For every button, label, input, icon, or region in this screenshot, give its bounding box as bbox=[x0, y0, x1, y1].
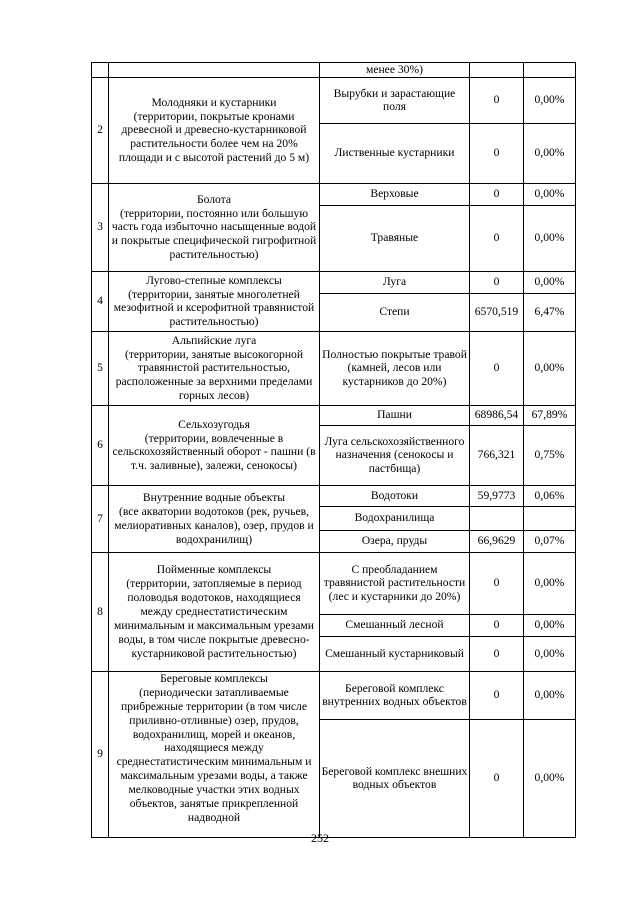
category-cell: Пойменные комплексы (территории, затопляемые в период половодья водотоков, находящиеся между среднестатистическим минимальным и максимальным урезами воды, в том числе покрытые древесно-кустарниковой растительностью) bbox=[109, 552, 320, 671]
table-row bbox=[92, 552, 576, 614]
subcategory-cell: Травяные bbox=[320, 205, 470, 271]
percent-cell: 0,00% bbox=[524, 614, 576, 636]
area-cell: 0 bbox=[470, 719, 524, 837]
category-cell: Лугово-степные комплексы (территории, занятые многолетней мезофитной и ксерофитной травянистой растительностью) bbox=[109, 271, 320, 331]
percent-cell bbox=[524, 506, 576, 530]
table-row bbox=[92, 77, 576, 123]
percent-cell: 0,00% bbox=[524, 271, 576, 293]
subcategory-cell: Пашни bbox=[320, 405, 470, 425]
percent-cell bbox=[524, 63, 576, 78]
table-row bbox=[92, 485, 576, 506]
number-cell: 7 bbox=[92, 485, 109, 552]
subcategory-cell: С преобладанием травянистой растительности (лес и кустарники до 20%) bbox=[320, 552, 470, 614]
area-cell: 0 bbox=[470, 271, 524, 293]
area-cell: 0 bbox=[470, 123, 524, 183]
table-row bbox=[92, 671, 576, 719]
percent-cell: 0,00% bbox=[524, 671, 576, 719]
table-row bbox=[92, 183, 576, 205]
number-cell bbox=[92, 63, 109, 78]
percent-cell: 0,00% bbox=[524, 123, 576, 183]
subcategory-cell: Смешанный лесной bbox=[320, 614, 470, 636]
number-cell: 8 bbox=[92, 552, 109, 671]
percent-cell: 0,00% bbox=[524, 77, 576, 123]
table-body bbox=[92, 63, 576, 838]
subcategory-cell: Береговой комплекс внутренних водных объектов bbox=[320, 671, 470, 719]
percent-cell: 0,00% bbox=[524, 205, 576, 271]
subcategory-cell: Верховые bbox=[320, 183, 470, 205]
area-cell: 0 bbox=[470, 205, 524, 271]
table-row bbox=[92, 63, 576, 78]
area-cell: 0 bbox=[470, 331, 524, 405]
subcategory-cell: Степи bbox=[320, 293, 470, 331]
area-cell: 0 bbox=[470, 77, 524, 123]
percent-cell: 0,00% bbox=[524, 719, 576, 837]
category-cell: Альпийские луга (территории, занятые высокогорной травянистой растительностью, расположенные за верхними пределами горных лесов) bbox=[109, 331, 320, 405]
subcategory-cell: Водотоки bbox=[320, 485, 470, 506]
table-row bbox=[92, 405, 576, 425]
number-cell: 6 bbox=[92, 405, 109, 485]
category-cell: Внутренние водные объекты (все акватории водотоков (рек, ручьев, мелиоративных каналов), озер, прудов и водохранилищ) bbox=[109, 485, 320, 552]
area-cell: 0 bbox=[470, 614, 524, 636]
land-cover-table bbox=[91, 62, 576, 838]
percent-cell: 0,75% bbox=[524, 425, 576, 485]
category-cell: Сельхозугодья (территории, вовлеченные в сельскохозяйственный оборот - пашни (в т.ч. заливные), залежи, сенокосы) bbox=[109, 405, 320, 485]
area-cell: 6570,519 bbox=[470, 293, 524, 331]
table-row bbox=[92, 331, 576, 405]
number-cell: 2 bbox=[92, 77, 109, 183]
subcategory-cell: Береговой комплекс внешних водных объектов bbox=[320, 719, 470, 837]
category-cell: Болота (территории, постоянно или большую часть года избыточно насыщенные водой и покрытые специфической гигрофитной растительностью) bbox=[109, 183, 320, 271]
subcategory-cell: Полностью покрытые травой (камней, лесов или кустарников до 20%) bbox=[320, 331, 470, 405]
subcategory-cell: Озера, пруды bbox=[320, 530, 470, 552]
subcategory-cell: Смешанный кустарниковый bbox=[320, 636, 470, 671]
percent-cell: 0,00% bbox=[524, 331, 576, 405]
number-cell: 4 bbox=[92, 271, 109, 331]
percent-cell: 67,89% bbox=[524, 405, 576, 425]
subcategory-cell: Луга сельскохозяйственного назначения (сенокосы и пастбища) bbox=[320, 425, 470, 485]
area-cell: 0 bbox=[470, 552, 524, 614]
category-cell bbox=[109, 63, 320, 78]
number-cell: 3 bbox=[92, 183, 109, 271]
area-cell: 0 bbox=[470, 183, 524, 205]
area-cell: 0 bbox=[470, 636, 524, 671]
subcategory-cell: Водохранилища bbox=[320, 506, 470, 530]
subcategory-cell: Луга bbox=[320, 271, 470, 293]
area-cell: 66,9629 bbox=[470, 530, 524, 552]
area-cell: 59,9773 bbox=[470, 485, 524, 506]
area-cell: 0 bbox=[470, 671, 524, 719]
percent-cell: 6,47% bbox=[524, 293, 576, 331]
subcategory-cell: Вырубки и зарастающие поля bbox=[320, 77, 470, 123]
page-number: 252 bbox=[311, 831, 329, 845]
percent-cell: 0,00% bbox=[524, 183, 576, 205]
area-cell: 766,321 bbox=[470, 425, 524, 485]
number-cell: 9 bbox=[92, 671, 109, 837]
table-row bbox=[92, 271, 576, 293]
category-cell: Молодняки и кустарники (территории, покрытые кронами древесной и древесно-кустарниковой растительности более чем на 20% площади и с высотой растений до 5 м) bbox=[109, 77, 320, 183]
area-cell bbox=[470, 506, 524, 530]
percent-cell: 0,00% bbox=[524, 552, 576, 614]
percent-cell: 0,06% bbox=[524, 485, 576, 506]
category-cell: Береговые комплексы (периодически затапливаемые прибрежные территории (в том числе приливно-отливные) озер, прудов, водохранилищ, морей и океанов, находящиеся между среднестатистическим минимальным и максимальным урезами воды, а также мелководные участки этих водных объектов, занятые прикрепленной надводной bbox=[109, 671, 320, 837]
subcategory-cell: менее 30%) bbox=[320, 63, 470, 78]
percent-cell: 0,00% bbox=[524, 636, 576, 671]
number-cell: 5 bbox=[92, 331, 109, 405]
percent-cell: 0,07% bbox=[524, 530, 576, 552]
area-cell bbox=[470, 63, 524, 78]
area-cell: 68986,54 bbox=[470, 405, 524, 425]
subcategory-cell: Лиственные кустарники bbox=[320, 123, 470, 183]
